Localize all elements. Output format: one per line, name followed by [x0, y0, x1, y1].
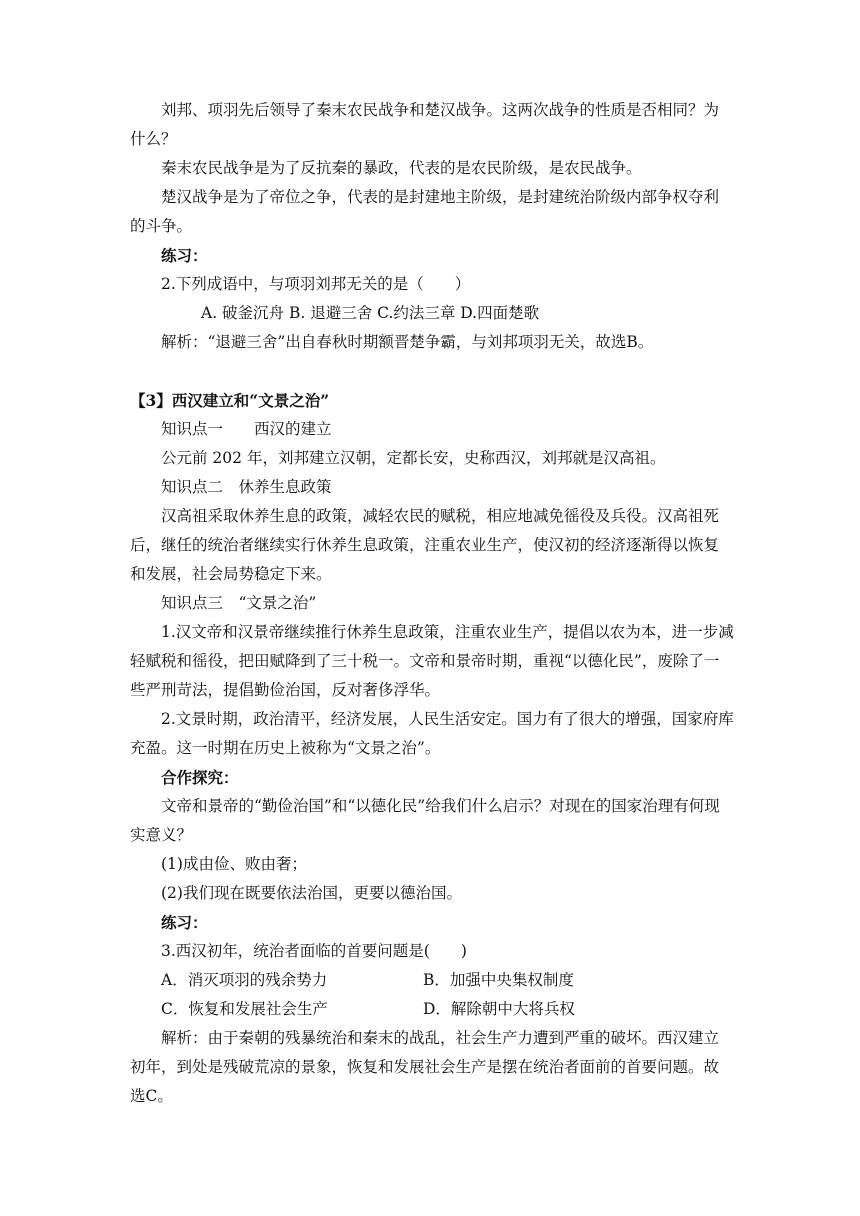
question-2-analysis: 解析：“退避三舍”出自春秋时期额晋楚争霸，与刘邦项羽无关，故选B。	[161, 333, 654, 351]
practice-label-2: 练习：	[161, 913, 208, 932]
section-heading: 【3】西汉建立和“文景之治”	[130, 391, 330, 410]
practice-label: 练习：	[161, 246, 208, 265]
question-3-options-row-2	[130, 995, 734, 1024]
option-a: A．消灭项羽的残余势力	[161, 971, 328, 989]
answer-paragraph-1: 秦末农民战争是为了反抗秦的暴政，代表的是农民阶级，是农民战争。	[161, 159, 642, 177]
question-2-options: A. 破釜沉舟 B. 退避三舍 C.约法三章 D.四面楚歌	[201, 304, 540, 322]
knowledge-point-3-title: 知识点三 “文景之治”	[161, 594, 317, 612]
cooperation-answer-2: (2)我们现在既要依法治国，更要以德治国。	[161, 884, 462, 902]
option-d: D．解除朝中大将兵权	[423, 1000, 575, 1018]
answer-paragraph-2: 楚汉战争是为了帝位之争，代表的是封建地主阶级，是封建统治阶级内部争权夺利的斗争。	[130, 188, 720, 235]
knowledge-point-2-title: 知识点二 休养生息政策	[161, 478, 332, 496]
knowledge-point-1-title: 知识点一 西汉的建立	[161, 420, 332, 438]
cooperation-label: 合作探究：	[161, 768, 239, 787]
option-c: C．恢复和发展社会生产	[161, 1000, 328, 1018]
knowledge-point-3-para-1: 1.汉文帝和汉景帝继续推行休养生息政策，注重农业生产，提倡以农为本，进一步减轻赋税和徭役，把田赋降到了三十税一。文帝和景帝时期，重视“以德化民”，废除了一些严刑苛法，提倡勤俭治国，反对奢侈浮华。	[130, 623, 734, 699]
knowledge-point-3-para-2: 2.文景时期，政治清平，经济发展，人民生活安定。国力有了很大的增强，国家府库充盈。这一时期在历史上被称为“文景之治”。	[130, 710, 734, 757]
cooperation-answer-1: (1)成由俭、败由奢；	[161, 855, 307, 873]
question-3-options-row-1	[130, 966, 734, 995]
knowledge-point-2-text: 汉高祖采取休养生息的政策，减轻农民的赋税，相应地减免徭役及兵役。汉高祖死后，继任的统治者继续实行休养生息政策，注重农业生产，使汉初的经济逐渐得以恢复和发展，社会局势稳定下来。	[130, 507, 720, 583]
question-3: 3.西汉初年，统治者面临的首要问题是( )	[161, 942, 467, 960]
document-body	[130, 96, 734, 1111]
question-2: 2.下列成语中，与项羽刘邦无关的是（ ）	[161, 275, 471, 293]
option-b: B．加强中央集权制度	[423, 971, 574, 989]
question-3-analysis: 解析：由于秦朝的残暴统治和秦末的战乱，社会生产力遭到严重的破坏。西汉建立初年，到处是残破荒凉的景象，恢复和发展社会生产是摆在统治者面前的首要问题。故选C。	[130, 1029, 720, 1105]
question-intro: 刘邦、项羽先后领导了秦末农民战争和楚汉战争。这两次战争的性质是否相同？为什么？	[130, 101, 720, 148]
knowledge-point-1-text: 公元前 202 年，刘邦建立汉朝，定都长安，史称西汉，刘邦就是汉高祖。	[161, 449, 666, 467]
cooperation-question: 文帝和景帝的“勤俭治国”和“以德化民”给我们什么启示？对现在的国家治理有何现实意义？	[130, 797, 720, 844]
